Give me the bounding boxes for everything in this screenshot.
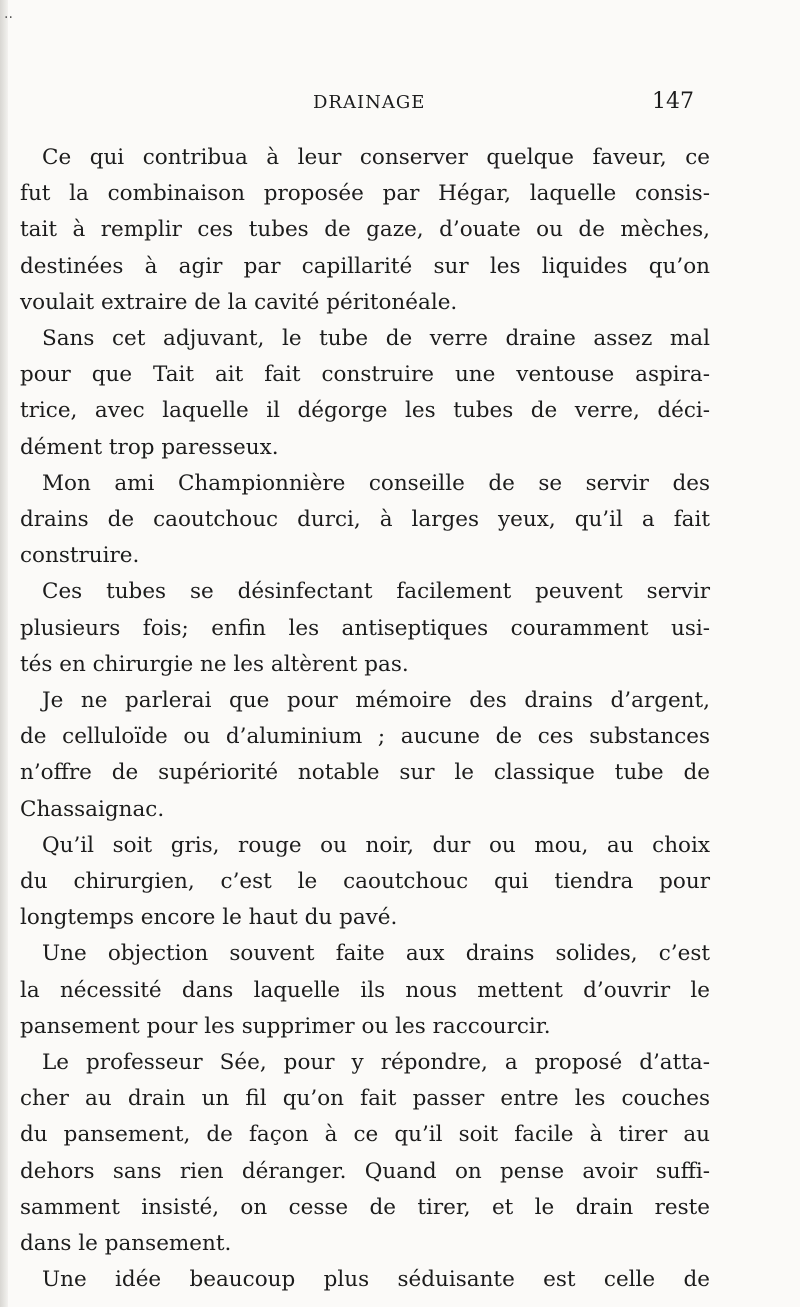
text-line: longtemps encore le haut du pavé. — [20, 905, 398, 931]
text-line: tait à remplir ces tubes de gaze, d’ouate ou de mèches, — [20, 217, 710, 243]
text-body — [20, 140, 720, 1293]
text-line: trice, avec laquelle il dégorge les tubes de verre, déci- — [20, 398, 710, 424]
corner-mark: .. — [4, 6, 13, 22]
text-line: tés en chirurgie ne les altèrent pas. — [20, 651, 409, 677]
text-line: voulait extraire de la cavité péritonéale. — [20, 289, 458, 315]
text-line: pour que Tait ait fait construire une ventouse aspira- — [20, 362, 710, 388]
page-number: 147 — [652, 89, 694, 114]
text-line: destinées à agir par capillarité sur les liquides qu’on — [20, 253, 710, 279]
text-line: samment insisté, on cesse de tirer, et le drain reste — [20, 1194, 710, 1220]
text-line: Qu’il soit gris, rouge ou noir, dur ou mou, au choix — [42, 832, 710, 858]
text-line: de celluloïde ou d’aluminium ; aucune de ces substances — [20, 724, 710, 750]
text-line: fut la combinaison proposée par Hégar, laquelle consis- — [20, 181, 710, 207]
text-line: n’offre de supériorité notable sur le classique tube de — [20, 760, 710, 786]
text-line: du chirurgien, c’est le caoutchouc qui tiendra pour — [20, 869, 710, 894]
text-line: Je ne parlerai que pour mémoire des drains d’argent, — [42, 688, 710, 713]
text-line: Chassaignac. — [20, 796, 165, 822]
text-line: cher au drain un fil qu’on fait passer entre les couches — [20, 1086, 710, 1112]
text-line: drains de caoutchouc durci, à larges yeux, qu’il a fait — [20, 507, 710, 532]
text-line: Une idée beaucoup plus séduisante est celle de — [42, 1267, 710, 1293]
text-line: la nécessité dans laquelle ils nous mettent d’ouvrir le — [20, 977, 710, 1003]
text-line: dehors sans rien déranger. Quand on pense avoir suffi- — [20, 1158, 710, 1184]
text-line: du pansement, de façon à ce qu’il soit facile à tirer au — [20, 1122, 710, 1148]
text-line: Ce qui contribua à leur conserver quelque faveur, ce — [42, 145, 710, 170]
text-line: Sans cet adjuvant, le tube de verre draine assez mal — [42, 326, 710, 351]
text-line: dément trop paresseux. — [20, 434, 279, 460]
text-line: Une objection souvent faite aux drains solides, c’est — [42, 941, 710, 967]
text-line: Le professeur Sée, pour y répondre, a proposé d’atta- — [42, 1050, 710, 1075]
running-title: DRAINAGE — [313, 92, 426, 113]
text-line: plusieurs fois; enfin les antiseptiques couramment usi- — [20, 615, 710, 641]
text-line: Mon ami Championnière conseille de se servir des — [42, 470, 710, 496]
text-line: pansement pour les supprimer ou les raccourcir. — [20, 1013, 551, 1039]
page-gutter-shadow — [0, 0, 8, 1307]
text-line: dans le pansement. — [20, 1231, 232, 1256]
text-line: construire. — [20, 543, 140, 569]
running-header — [0, 89, 800, 122]
text-line: Ces tubes se désinfectant facilement peuvent servir — [42, 579, 710, 605]
